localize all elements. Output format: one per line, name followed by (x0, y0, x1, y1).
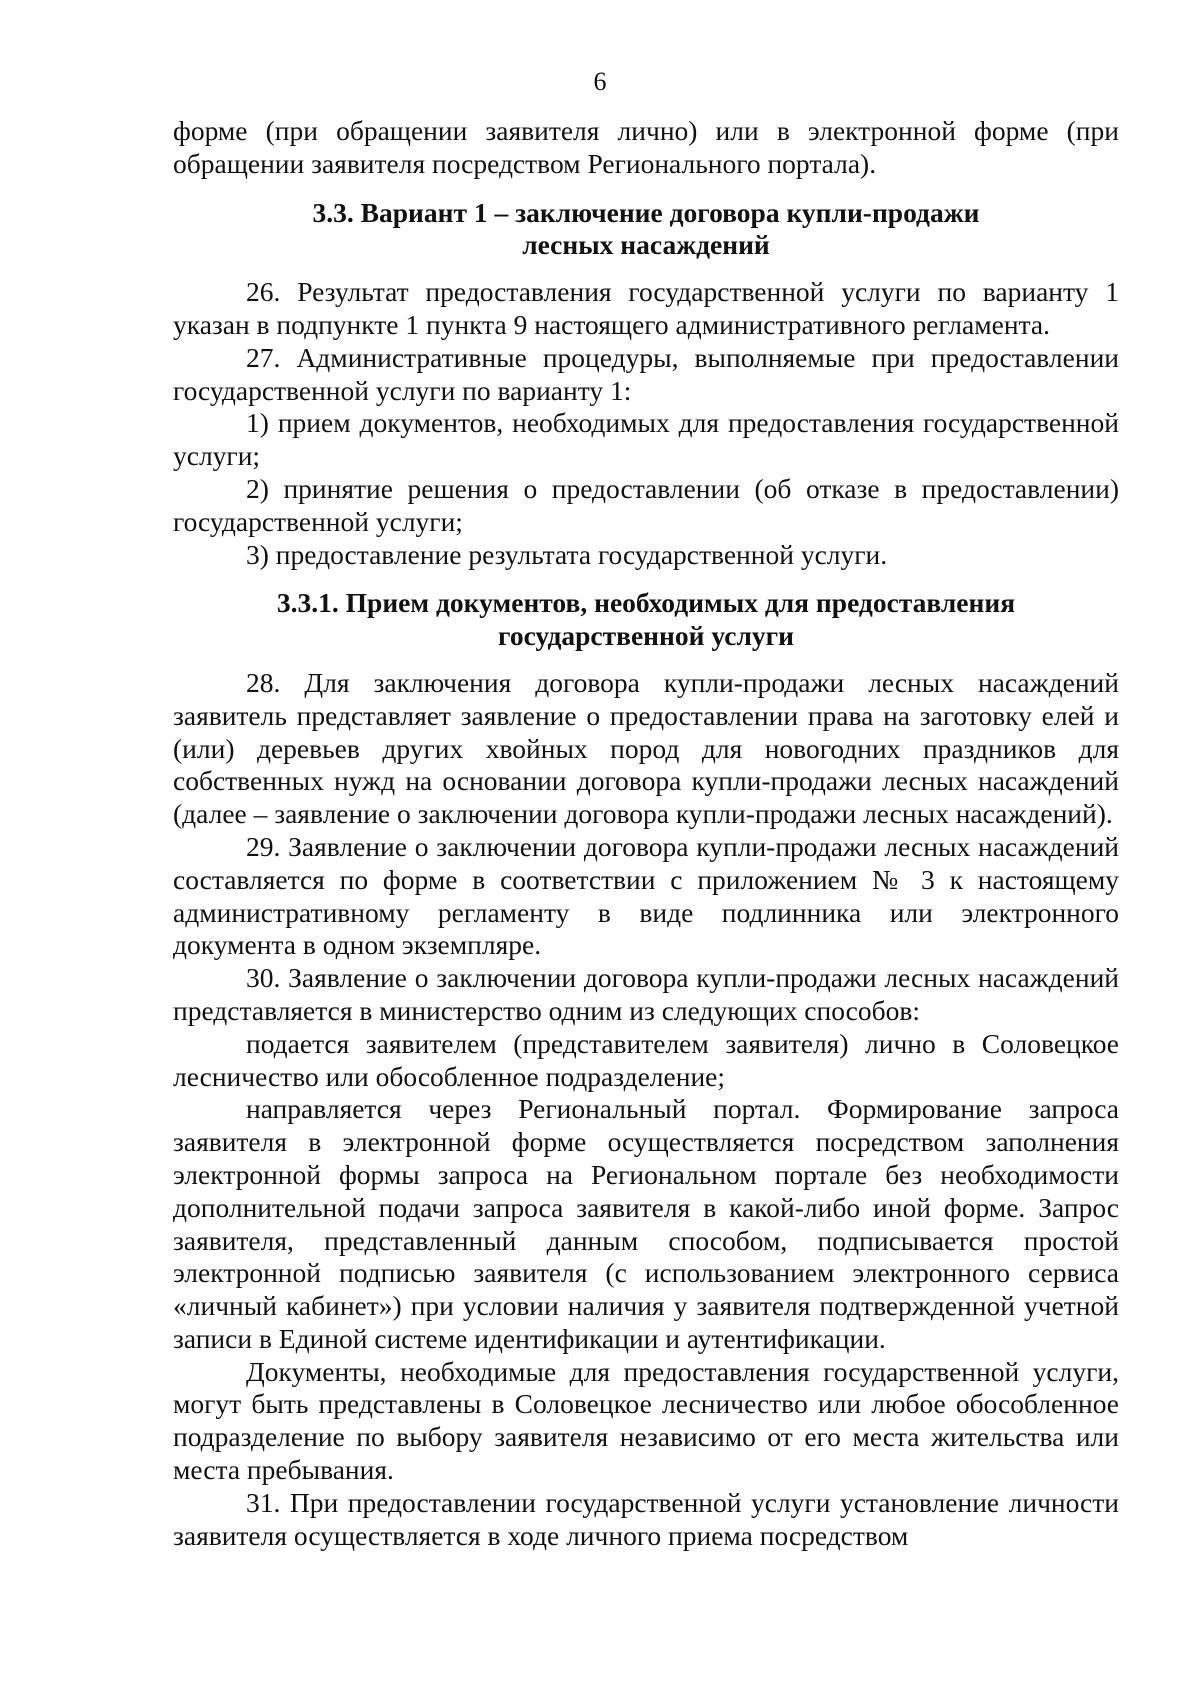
heading-line: 3.3. Вариант 1 – заключение договора купли-продажи (312, 196, 980, 228)
method-in-person: подается заявителем (представителем заявителя) лично в Соловецкое лесничество или обособленное подразделение; (173, 1027, 1119, 1092)
heading-line: государственной услуги (498, 620, 794, 652)
paragraph-30: 30. Заявление о заключении договора купли-продажи лесных насаждений представляется в министерство одним из следующих способов: (173, 962, 1119, 1026)
list-item-3: 3) предоставление результата государственной услуги. (246, 538, 888, 570)
paragraph-documents: Документы, необходимые для предоставления государственной услуги, могут быть представлены в Соловецкое лесничество или любое обособленное подразделение по выбору заявителя независимо от его места жительства или места пребывания. (173, 1355, 1119, 1486)
page-number: 6 (593, 67, 607, 96)
document-body (173, 115, 1119, 1552)
paragraph-27: 27. Административные процедуры, выполняемые при предоставлении государственной услуги по варианту 1: (173, 341, 1119, 406)
paragraph-31: 31. При предоставлении государственной услуги установление личности заявителя осуществляется в ходе личного приема посредством (173, 1486, 1119, 1551)
heading-line: 3.3.1. Прием документов, необходимых для предоставления (276, 587, 1016, 619)
paragraph-continuation: форме (при обращении заявителя лично) или в электронной форме (при обращении заявителя посредством Регионального портала). (173, 115, 1119, 179)
paragraph-28: 28. Для заключения договора купли-продажи лесных насаждений заявитель представляет заявление о предоставлении права на заготовку елей и (или) деревьев других хвойных пород для новогодних праздников для собственных нужд на основании договора купли-продажи лесных насаждений (далее – заявление о заключении договора купли-продажи лесных насаждений). (173, 666, 1119, 830)
section-heading-3-3-1 (173, 587, 1119, 653)
paragraph-29: 29. Заявление о заключении договора купли-продажи лесных насаждений составляется по форме в соответствии с приложением № 3 к настоящему административному регламенту в виде подлинника или электронного документа в одном экземпляре. (173, 830, 1119, 961)
section-heading-3-3 (173, 197, 1119, 263)
method-regional-portal: направляется через Региональный портал. Формирование запроса заявителя в электронной форме осуществляется посредством заполнения электронной формы запроса на Региональном портале без необходимости дополнительной подачи запроса заявителя в какой-либо иной форме. Запрос заявителя, представленный данным способом, подписывается простой электронной подписью заявителя (с использованием электронного сервиса «личный кабинет») при условии наличия у заявителя подтвержденной учетной записи в Единой системе идентификации и аутентификации. (173, 1093, 1119, 1354)
list-item-2: 2) принятие решения о предоставлении (об отказе в предоставлении) государственной услуги; (173, 472, 1119, 537)
paragraph-26: 26. Результат предоставления государственной услуги по варианту 1 указан в подпункте 1 пункта 9 настоящего административного регламента. (173, 276, 1119, 340)
list-item-1: 1) прием документов, необходимых для предоставления государственной услуги; (173, 407, 1119, 472)
heading-line: лесных насаждений (522, 229, 770, 261)
